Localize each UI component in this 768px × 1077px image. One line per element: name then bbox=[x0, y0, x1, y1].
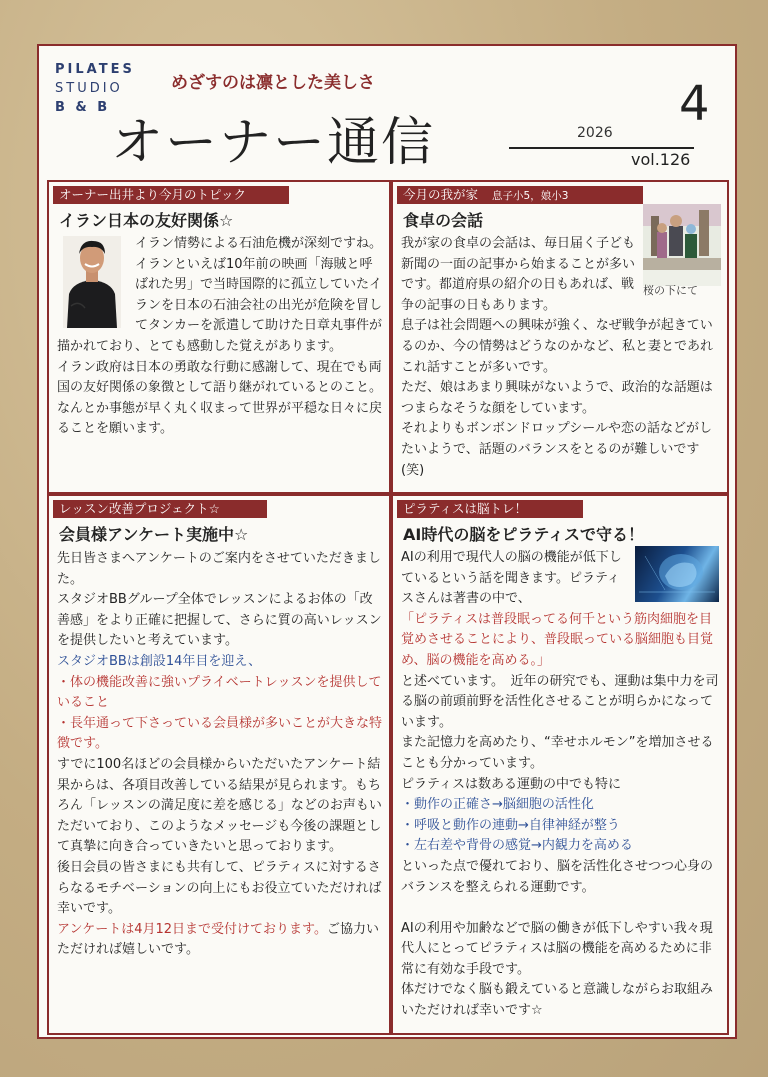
logo-line-2: STUDIO bbox=[55, 81, 123, 96]
photo-caption: 桜の下にて bbox=[643, 284, 698, 298]
brain-paragraph-2: と述べています。 近年の研究でも、運動は集中力を司る脳の前頭前野を活性化させることが明らかになっています。 bbox=[401, 673, 719, 730]
family-paragraph-2: 息子は社会問題への興味が強く、なぜ戦争が起きているのか、今の情勢はどうなのかなど、私と妻とであれこれ話すことが多いです。 bbox=[401, 318, 714, 375]
section-banner: オーナー出井より今月のトピック bbox=[53, 186, 289, 204]
family-paragraph-3: ただ、娘はあまり興味がないようで、政治的な話題はつまらなそうな顔をしています。 bbox=[401, 380, 713, 416]
section-family bbox=[391, 180, 729, 494]
section-brain-training bbox=[391, 494, 729, 1035]
section-body bbox=[401, 548, 721, 1022]
family-paragraph-1: 我が家の食卓の会話は、毎日届く子ども新聞の一面の記事から始まることが多いです。都道府県の紹介の日もあれば、戦争の記事の日もあります。 bbox=[401, 236, 636, 313]
brain-paragraph-7: 体だけでなく脳も鍛えていると意識しながらお取組みいただければ幸いです☆ bbox=[401, 982, 714, 1019]
logo-line-1: PILATES bbox=[55, 62, 135, 77]
section-heading: 食卓の会話 bbox=[403, 211, 484, 230]
survey-paragraph-5: 後日会員の皆さまにも共有して、ピラティスに対するさらなるモチベーションの向上にもお役立ていただければ幸いです。 bbox=[57, 859, 382, 917]
section-body bbox=[401, 234, 721, 481]
section-heading: イラン日本の友好関係☆ bbox=[59, 211, 234, 230]
newsletter-title: オーナー通信 bbox=[111, 113, 436, 173]
family-paragraph-4: それよりもボンボンドロップシールや恋の話などがしたいようで、話題のバランスをとるのが難しいです(笑) bbox=[401, 421, 712, 478]
brain-spacer bbox=[401, 898, 721, 919]
survey-paragraph-4: すでに100名ほどの会員様からいただいたアンケート結果からは、各項目改善している結果が見られます。もちろん「レッスンの満足度に差を感じる」などのお声もいただいており、このようなメッセージも今後の課題として真摯に向き合っていきたいと思っております。 bbox=[57, 756, 382, 855]
tagline: めざすのは凛とした美しさ bbox=[171, 73, 375, 93]
survey-deadline bbox=[57, 920, 383, 961]
survey-paragraph-2: スタジオBBグループ全体でレッスンによるお体の「改善感」をより正確に把握して、さらに質の高いレッスンを提供したいと考えています。 bbox=[57, 592, 382, 649]
section-banner bbox=[397, 186, 643, 204]
brain-paragraph-6: AIの利用や加齢などで脳の働きが低下しやすい我々現代人にとってピラティスは脳の機能を高めるために非常に有効な手段です。 bbox=[401, 920, 713, 977]
brain-bullet-1: ・動作の正確さ→脳細胞の活性化 bbox=[401, 797, 594, 813]
logo-line-3: B & B bbox=[55, 100, 111, 115]
brain-paragraph-4: ピラティスは数ある運動の中でも特に bbox=[401, 776, 621, 792]
topic-paragraph-1: イラン情勢による石油危機が深刻ですね。イランといえば10年前の映画「海賊と呼ばれた男」で当時国際的に孤立していたイランを日本の石油会社の出光が危険を冒してタンカーを派遣して助けた日章丸事件が描かれており、とても感動した覚えがあります。 bbox=[57, 236, 383, 354]
section-heading: 会員様アンケート実施中☆ bbox=[59, 525, 249, 544]
survey-feature-1: ・体の機能改善に強いプライベートレッスンを提供していること bbox=[57, 674, 382, 711]
survey-deadline-highlight: アンケートは4月12日まで受付けております。 bbox=[57, 921, 327, 937]
section-body bbox=[57, 234, 383, 440]
section-lesson-survey bbox=[47, 494, 391, 1035]
issue-month: 4 bbox=[679, 76, 710, 132]
header-rule bbox=[509, 147, 694, 149]
survey-paragraph-1: 先日皆さまへアンケートのご案内をさせていただきました。 bbox=[57, 551, 381, 587]
brain-bullet-3: ・左右差や背骨の感覚→内観力を高める bbox=[401, 838, 633, 854]
brain-bullet-2: ・呼吸と動作の連動→自律神経が整う bbox=[401, 817, 620, 833]
issue-year: 2026 bbox=[577, 125, 613, 141]
brain-paragraph-1: AIの利用で現代人の脳の機能が低下しているという話を聞きます。ピラティスさんは著書の中で、 bbox=[401, 550, 622, 607]
banner-title: 今月の我が家 bbox=[403, 187, 479, 202]
header bbox=[39, 46, 735, 180]
section-body bbox=[57, 549, 383, 961]
section-heading: AI時代の脳をピラティスで守る！ bbox=[403, 525, 645, 544]
brain-paragraph-5: といった点で優れており、脳を活性化させつつ心身のバランスを整えられる運動です。 bbox=[401, 858, 714, 895]
brain-image bbox=[635, 546, 719, 602]
family-photo bbox=[643, 204, 721, 298]
banner-subtitle: 息子小5，娘小3 bbox=[492, 190, 569, 202]
brain-quote: 「ピラティスは普段眠ってる何千という筋肉細胞を目覚めさせることにより、普段眠っている脳細胞も目覚め、脳の機能を高める。」 bbox=[401, 611, 714, 668]
brain-paragraph-3: また記憶力を高めたり、“幸せホルモン”を増加させることも分かっています。 bbox=[401, 735, 714, 771]
survey-feature-2: ・長年通って下さっている会員様が多いことが大きな特徴です。 bbox=[57, 715, 383, 752]
newsletter-sheet bbox=[37, 44, 737, 1039]
survey-closing: ご協力いただければ嬉しいです。 bbox=[57, 921, 380, 958]
survey-paragraph-3: スタジオBBは創設14年目を迎え、 bbox=[57, 653, 262, 669]
topic-paragraph-2: イラン政府は日本の勇敢な行動に感謝して、現在でも両国の友好関係の象徴として語り継がれているとのこと。 bbox=[57, 359, 383, 396]
section-banner: ピラティスは脳トレ！ bbox=[397, 500, 583, 518]
section-owner-topic bbox=[47, 180, 391, 494]
topic-paragraph-3: なんとか事態が早く丸く収まって世界が平穏な日々に戻ることを願います。 bbox=[57, 400, 383, 437]
volume-number: vol.126 bbox=[631, 150, 691, 169]
owner-photo bbox=[63, 236, 121, 328]
section-banner: レッスン改善プロジェクト☆ bbox=[53, 500, 267, 518]
